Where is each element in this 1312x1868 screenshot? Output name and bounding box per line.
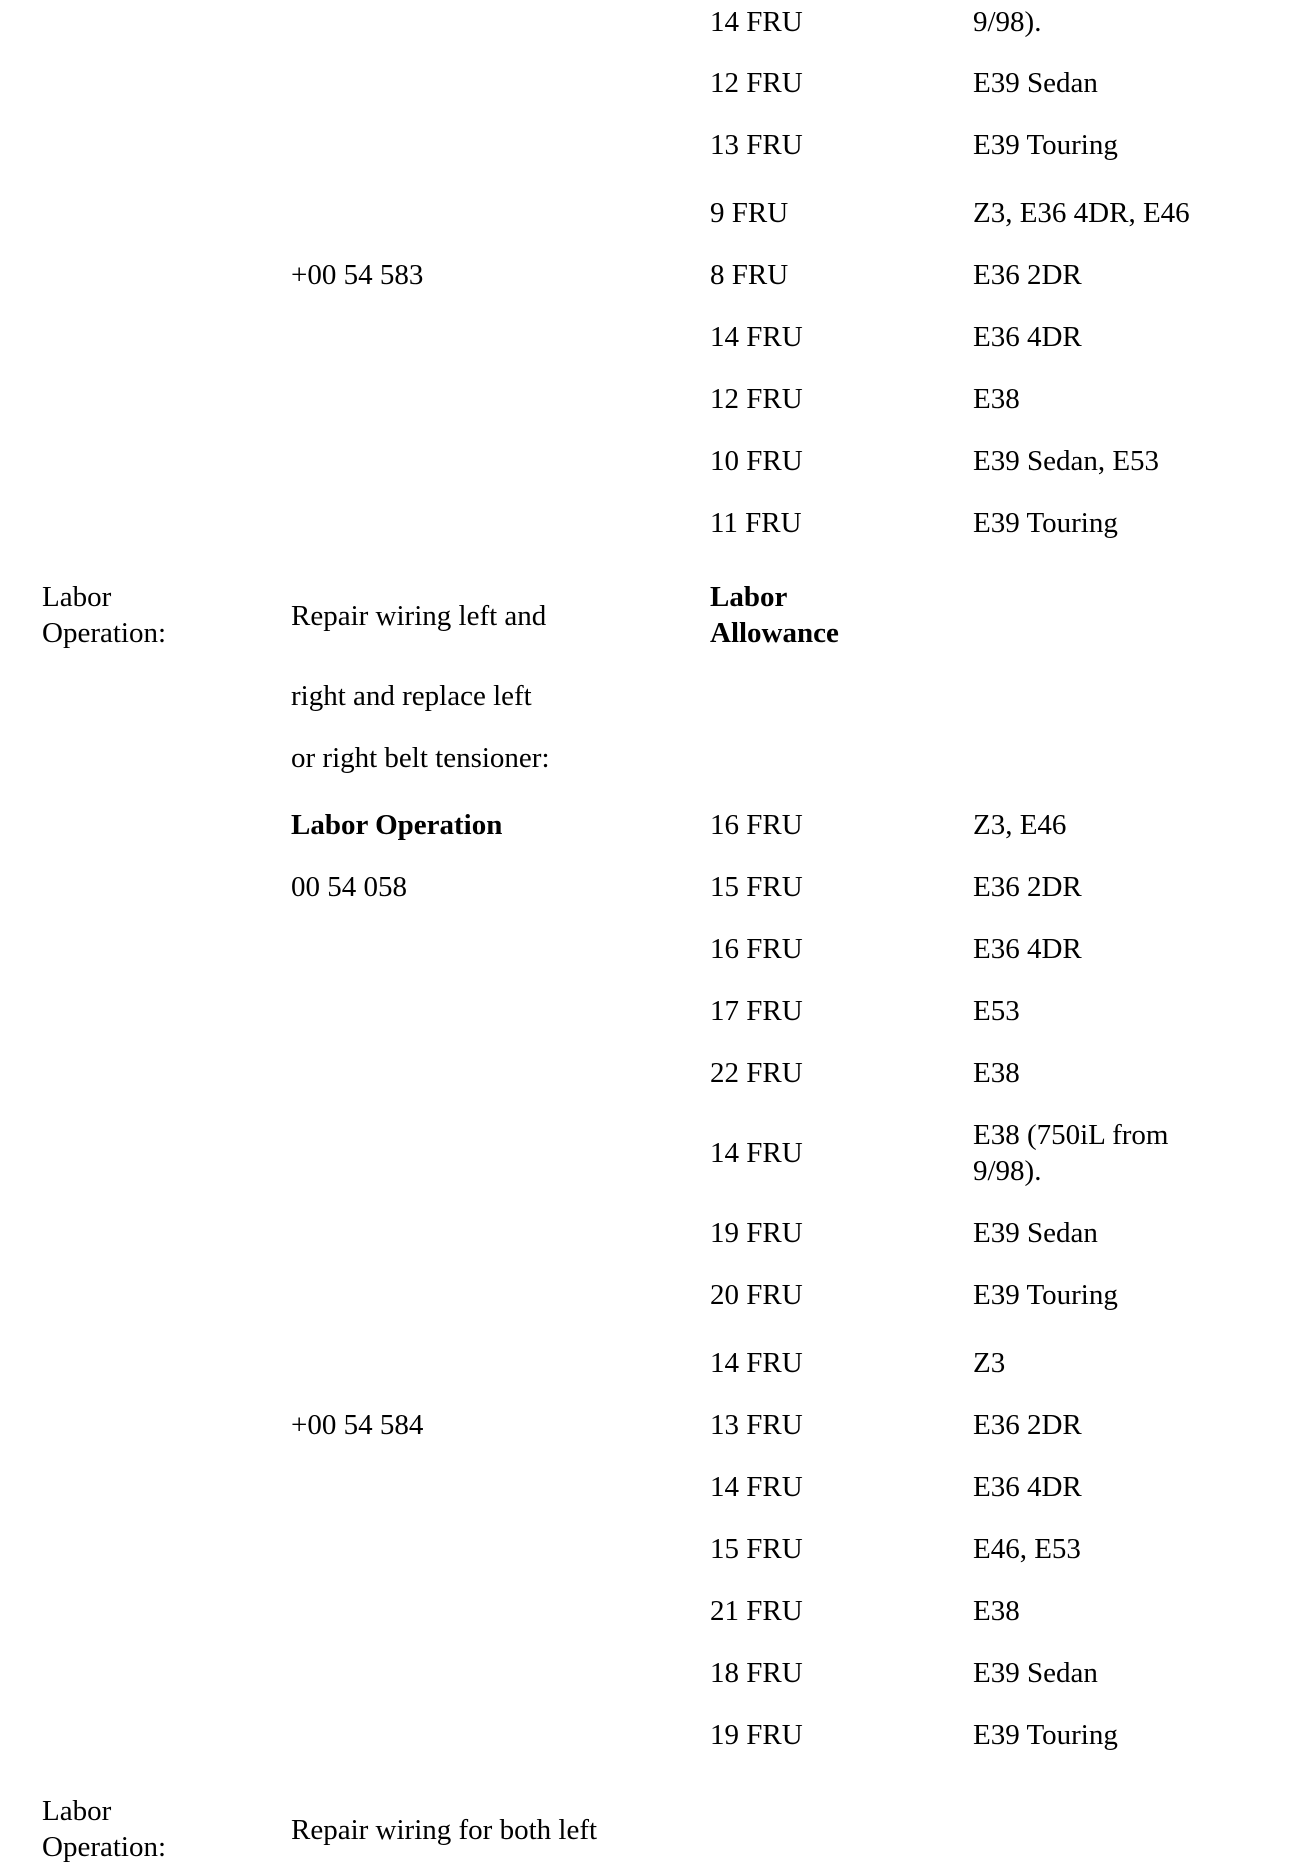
operation-description: Repair wiring for both left — [291, 1814, 598, 1846]
allowance-cell: 12 FRU — [710, 67, 803, 99]
allowance-cell: 22 FRU — [710, 1057, 803, 1089]
labor-operation-label: Operation: — [42, 617, 167, 649]
models-cell: E38 — [973, 1595, 1020, 1627]
allowance-cell: 14 FRU — [710, 1471, 803, 1503]
models-cell: 9/98). — [973, 1155, 1042, 1187]
models-cell: E38 — [973, 383, 1020, 415]
models-cell: E36 4DR — [973, 933, 1082, 965]
allowance-cell: 14 FRU — [710, 1347, 803, 1379]
operation-code: +00 54 584 — [291, 1409, 424, 1441]
allowance-cell: 15 FRU — [710, 1533, 803, 1565]
allowance-cell: 13 FRU — [710, 1409, 803, 1441]
operation-description: Repair wiring left and — [291, 600, 547, 632]
labor-operation-label: Labor — [42, 581, 112, 613]
operation-description: right and replace left — [291, 680, 532, 712]
models-cell: Z3 — [973, 1347, 1006, 1379]
models-cell: 9/98). — [973, 6, 1042, 38]
models-cell: E38 — [973, 1057, 1020, 1089]
labor-allowance-header: Allowance — [710, 617, 839, 649]
models-cell: E36 4DR — [973, 1471, 1082, 1503]
allowance-cell: 20 FRU — [710, 1279, 803, 1311]
allowance-cell: 14 FRU — [710, 6, 803, 38]
allowance-cell: 19 FRU — [710, 1217, 803, 1249]
operation-code: +00 54 583 — [291, 259, 424, 291]
models-cell: E38 (750iL from — [973, 1119, 1169, 1151]
allowance-cell: 17 FRU — [710, 995, 803, 1027]
allowance-cell: 8 FRU — [710, 259, 789, 291]
allowance-cell: 14 FRU — [710, 1137, 803, 1169]
allowance-cell: 21 FRU — [710, 1595, 803, 1627]
models-cell: E39 Sedan — [973, 1217, 1098, 1249]
models-cell: E39 Touring — [973, 1279, 1118, 1311]
labor-operation-header: Labor Operation — [291, 809, 503, 841]
models-cell: Z3, E46 — [973, 809, 1067, 841]
labor-allowance-header: Labor — [710, 581, 788, 613]
allowance-cell: 16 FRU — [710, 933, 803, 965]
models-cell: E39 Sedan — [973, 1657, 1098, 1689]
allowance-cell: 14 FRU — [710, 321, 803, 353]
models-cell: Z3, E36 4DR, E46 — [973, 197, 1190, 229]
labor-operation-label: Operation: — [42, 1831, 167, 1863]
allowance-cell: 10 FRU — [710, 445, 803, 477]
models-cell: E36 4DR — [973, 321, 1082, 353]
allowance-cell: 13 FRU — [710, 129, 803, 161]
allowance-cell: 9 FRU — [710, 197, 789, 229]
models-cell: E39 Sedan, E53 — [973, 445, 1160, 477]
models-cell: E39 Sedan — [973, 67, 1098, 99]
models-cell: E39 Touring — [973, 129, 1118, 161]
allowance-cell: 12 FRU — [710, 383, 803, 415]
models-cell: E46, E53 — [973, 1533, 1081, 1565]
models-cell: E36 2DR — [973, 871, 1082, 903]
models-cell: E39 Touring — [973, 1719, 1118, 1751]
operation-code: 00 54 058 — [291, 871, 407, 903]
allowance-cell: 11 FRU — [710, 507, 802, 539]
operation-description: or right belt tensioner: — [291, 742, 550, 774]
models-cell: E36 2DR — [973, 1409, 1082, 1441]
allowance-cell: 18 FRU — [710, 1657, 803, 1689]
models-cell: E39 Touring — [973, 507, 1118, 539]
models-cell: E53 — [973, 995, 1020, 1027]
models-cell: E36 2DR — [973, 259, 1082, 291]
allowance-cell: 15 FRU — [710, 871, 803, 903]
allowance-cell: 19 FRU — [710, 1719, 803, 1751]
allowance-cell: 16 FRU — [710, 809, 803, 841]
labor-operation-label: Labor — [42, 1795, 112, 1827]
